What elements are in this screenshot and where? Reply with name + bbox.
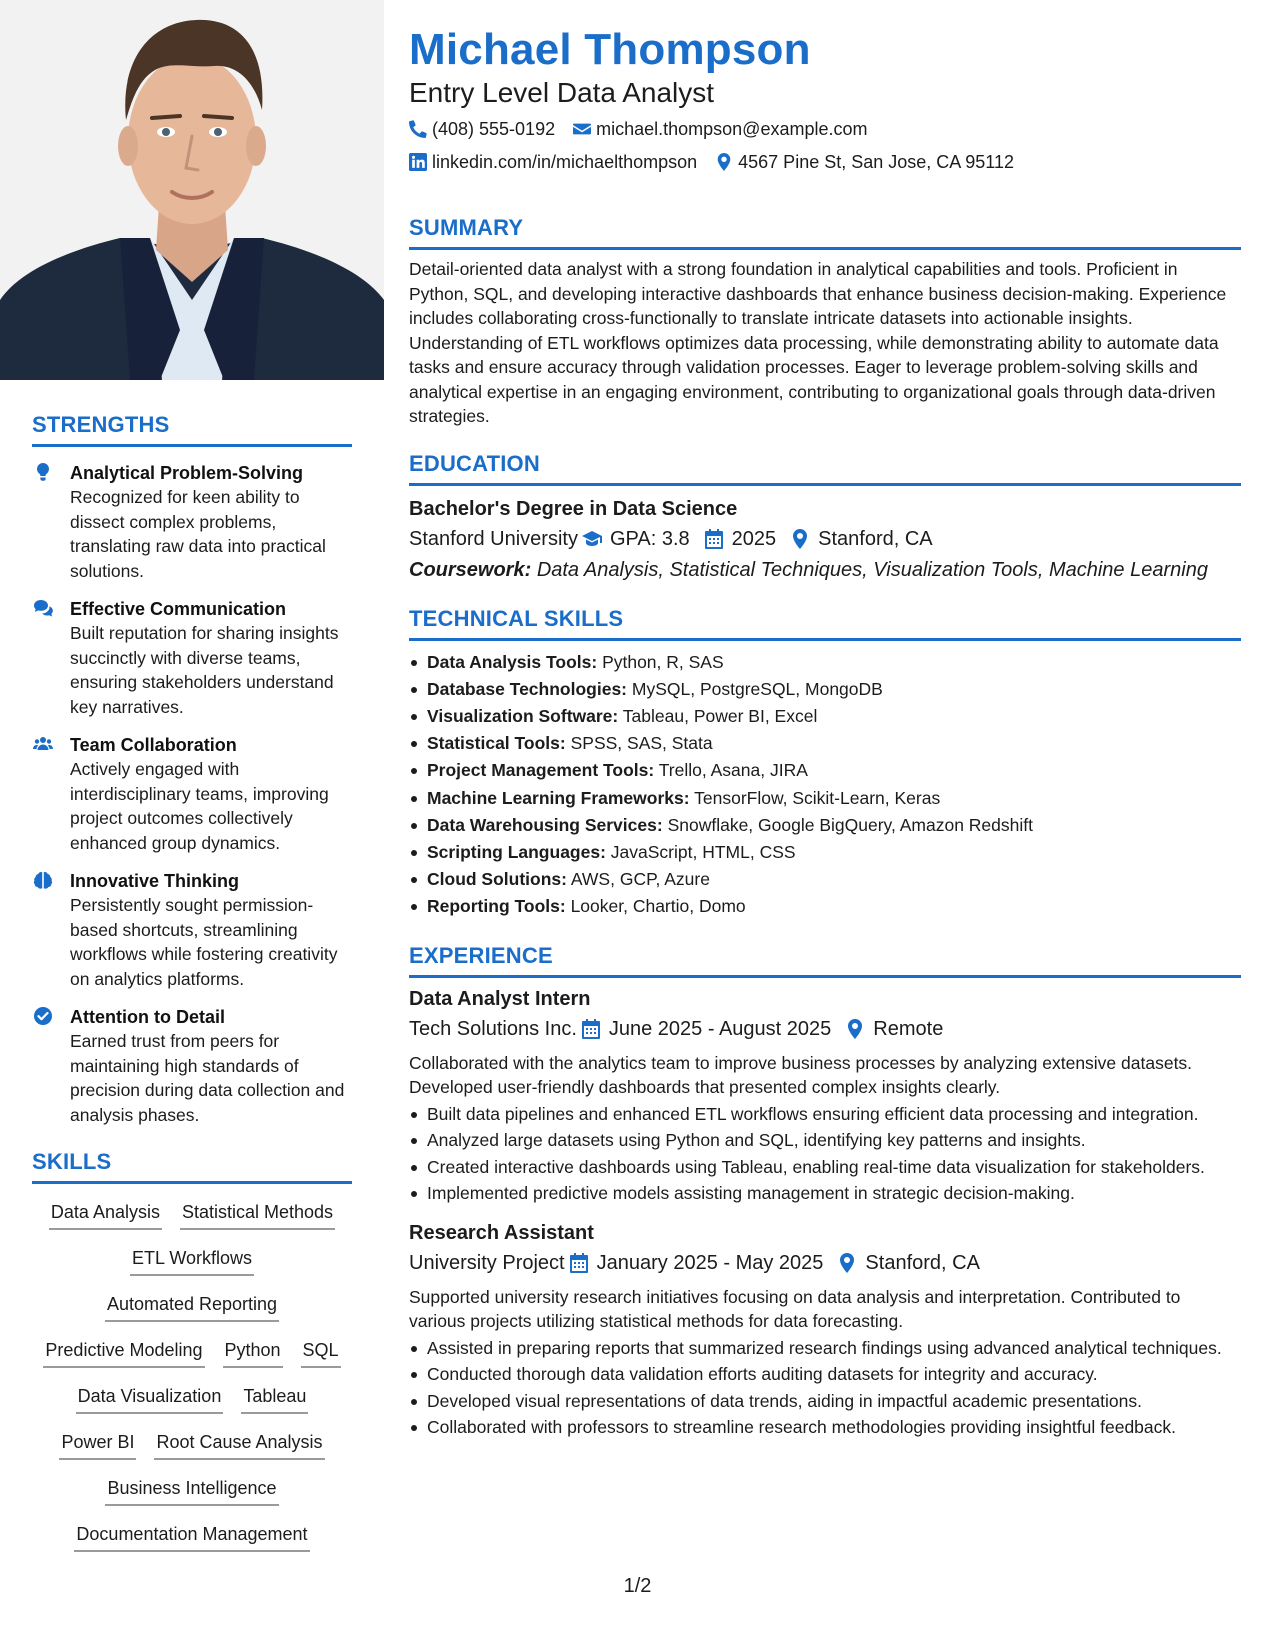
job-summary: Supported university research initiatives focusing on data analysis and interpretation. Contributed to various projects utilizing statistical methods for data forecasting. [409,1286,1181,1332]
job-bullets [409,1102,1241,1206]
coursework-label: Coursework: [409,558,532,581]
strength-item [32,461,352,583]
skill-label: Visualization Software: [427,705,619,726]
strength-item [32,733,352,855]
skill-label: Reporting Tools: [427,896,566,917]
address: 4567 Pine St, San Jose, CA 95112 [738,152,1015,172]
job-bullets [409,1336,1241,1440]
skill-tag: Power BI [59,1428,136,1460]
education-meta [409,525,1241,553]
skill-value: MySQL, PostgreSQL, MongoDB [631,678,883,699]
strength-item [32,869,352,991]
list-item [409,730,1241,757]
linkedin-icon [409,153,427,171]
coursework [409,556,1241,584]
job-dates: January 2025 - May 2025 [596,1251,824,1274]
skill-label: Statistical Tools: [427,733,566,754]
list-item: Developed visual representations of data trends, aiding in impactful academic presentations. [409,1389,1241,1414]
skill-label: Database Technologies: [427,678,628,699]
degree-title: Bachelor's Degree in Data Science [409,497,738,520]
skill-tag: ETL Workflows [130,1244,254,1276]
skill-tag: Documentation Management [74,1520,309,1552]
skill-tag: Tableau [241,1382,308,1414]
strength-description: Earned trust from peers for maintaining high standards of precision during data collection and analysis phases. [70,1031,345,1125]
email-contact[interactable] [573,116,867,142]
skill-label: Cloud Solutions: [427,869,567,890]
education-section [409,451,1241,584]
gpa: GPA: 3.8 [609,527,690,550]
education-heading: EDUCATION [409,451,1241,486]
strength-title: Team Collaboration [70,735,237,755]
email-address: michael.thompson@example.com [596,119,868,139]
skill-tag: Data Analysis [49,1198,162,1230]
strength-description: Built reputation for sharing insights succinctly with diverse teams, ensuring stakeholders understand key narratives. [70,623,339,717]
list-item: Assisted in preparing reports that summarized research findings using advanced analytical techniques. [409,1336,1241,1361]
list-item [409,866,1241,893]
strength-title: Attention to Detail [70,1007,225,1027]
job-dates: June 2025 - August 2025 [608,1017,832,1040]
experience-heading: EXPERIENCE [409,943,1241,978]
skill-tag: Python [223,1336,283,1368]
summary-heading: SUMMARY [409,215,1241,250]
skills-heading: SKILLS [32,1149,352,1184]
technical-skills-heading: TECHNICAL SKILLS [409,606,1241,641]
graduation-year: 2025 [731,527,777,550]
technical-skills-section [409,606,1241,921]
skill-tag: Business Intelligence [105,1474,278,1506]
list-item [409,703,1241,730]
skill-value: Python, R, SAS [602,651,724,672]
calendar-icon [704,529,724,549]
left-column [32,412,352,1552]
phone-icon [409,120,427,138]
list-item [409,757,1241,784]
skill-value: Tableau, Power BI, Excel [622,705,818,726]
job-title: Data Analyst Intern [409,987,591,1010]
skill-label: Data Analysis Tools: [427,651,598,672]
skill-value: AWS, GCP, Azure [570,869,710,890]
summary-text: Detail-oriented data analyst with a strong foundation in analytical capabilities and tools. Proficient in Python, SQL, and developing interactive dashboards that enhance business decision-making. Experience includes collaborating cross-functionally to translate intricate datasets into actionable insights. Understanding of ETL workflows optimizes data processing, while demonstrating ability to automate data tasks and ensure accuracy through validation processes. Eager to leverage problem-solving skills and analytical expertise in an engaging environment, contributing to organizational goals through data-driven strategies. [409,259,1227,426]
list-item [409,785,1241,812]
skill-value: SPSS, SAS, Stata [570,733,713,754]
map-pin-icon [837,1253,857,1273]
lightbulb-icon [32,461,70,483]
job-location: Stanford, CA [865,1251,980,1274]
skill-label: Machine Learning Frameworks: [427,787,690,808]
list-item: Built data pipelines and enhanced ETL workflows ensuring efficient data processing and integration. [409,1102,1241,1127]
calendar-icon [569,1253,589,1273]
list-item: Analyzed large datasets using Python and SQL, identifying key patterns and insights. [409,1128,1241,1153]
list-item [409,893,1241,920]
contact-row [409,149,1241,175]
skill-tag: Automated Reporting [105,1290,279,1322]
skill-value: Trello, Asana, JIRA [658,760,808,781]
calendar-icon [581,1019,601,1039]
brain-icon [32,869,70,891]
graduation-cap-icon [582,529,602,549]
skill-tag: Predictive Modeling [43,1336,204,1368]
strength-item [32,1005,352,1127]
coursework-list: Data Analysis, Statistical Techniques, Visualization Tools, Machine Learning [536,558,1208,581]
job-title: Research Assistant [409,1221,594,1244]
users-icon [32,733,70,755]
strength-description: Recognized for keen ability to dissect complex problems, translating raw data into practical solutions. [70,487,326,581]
list-item: Created interactive dashboards using Tableau, enabling real-time data visualization for stakeholders. [409,1155,1241,1180]
job-meta [409,1015,1241,1043]
page-number: 1/2 [623,1575,652,1597]
strength-description: Actively engaged with interdisciplinary teams, improving project outcomes collectively enhanced group dynamics. [70,759,329,853]
phone-number: (408) 555-0192 [432,119,556,139]
map-pin-icon [790,529,810,549]
skill-tag: Root Cause Analysis [154,1428,324,1460]
company-name: University Project [409,1251,565,1274]
candidate-role: Entry Level Data Analyst [409,77,715,108]
skill-tag: Statistical Methods [180,1198,335,1230]
technical-skills-list [409,649,1241,921]
job-entry [409,986,1241,1206]
candidate-name: Michael Thompson [409,25,811,74]
strength-title: Innovative Thinking [70,871,240,891]
right-column [409,24,1241,1442]
skill-value: JavaScript, HTML, CSS [610,841,796,862]
school-name: Stanford University [409,527,578,550]
job-meta [409,1249,1241,1277]
envelope-icon [573,120,591,138]
strength-item [32,597,352,719]
linkedin-contact[interactable] [409,149,697,175]
job-location: Remote [873,1017,944,1040]
list-item [409,812,1241,839]
skill-value: TensorFlow, Scikit-Learn, Keras [694,787,941,808]
address-contact [715,149,1014,175]
summary-section [409,215,1241,429]
list-item [409,676,1241,703]
strength-description: Persistently sought permission-based shortcuts, streamlining workflows while fostering creativity on analytics platforms. [70,895,338,989]
comments-icon [32,597,70,619]
list-item [409,649,1241,676]
profile-photo [0,0,384,380]
skill-value: Snowflake, Google BigQuery, Amazon Redshift [667,814,1033,835]
list-item: Collaborated with professors to streamline research methodologies providing insightful feedback. [409,1415,1241,1440]
school-location: Stanford, CA [818,527,933,550]
skill-tag: SQL [301,1336,341,1368]
strengths-heading: STRENGTHS [32,412,352,447]
job-summary: Collaborated with the analytics team to improve business processes by analyzing extensive datasets. Developed user-friendly dashboards that presented complex insights clearly. [409,1052,1193,1098]
map-pin-icon [845,1019,865,1039]
strength-title: Effective Communication [70,599,287,619]
skill-label: Project Management Tools: [427,760,655,781]
company-name: Tech Solutions Inc. [409,1017,577,1040]
contact-row [409,116,1241,142]
map-pin-icon [715,153,733,171]
linkedin-url: linkedin.com/in/michaelthompson [432,152,698,172]
skill-value: Looker, Chartio, Domo [570,896,746,917]
skill-label: Data Warehousing Services: [427,814,663,835]
phone-contact[interactable] [409,116,555,142]
check-circle-icon [32,1005,70,1027]
strength-title: Analytical Problem-Solving [70,463,304,483]
skills-list [32,1198,352,1552]
experience-section [409,943,1241,1440]
skill-tag: Data Visualization [76,1382,224,1414]
job-entry [409,1220,1241,1440]
skill-label: Scripting Languages: [427,841,606,862]
list-item: Conducted thorough data validation efforts auditing datasets for integrity and accuracy. [409,1362,1241,1387]
list-item: Implemented predictive models assisting management in strategic decision-making. [409,1181,1241,1206]
list-item [409,839,1241,866]
